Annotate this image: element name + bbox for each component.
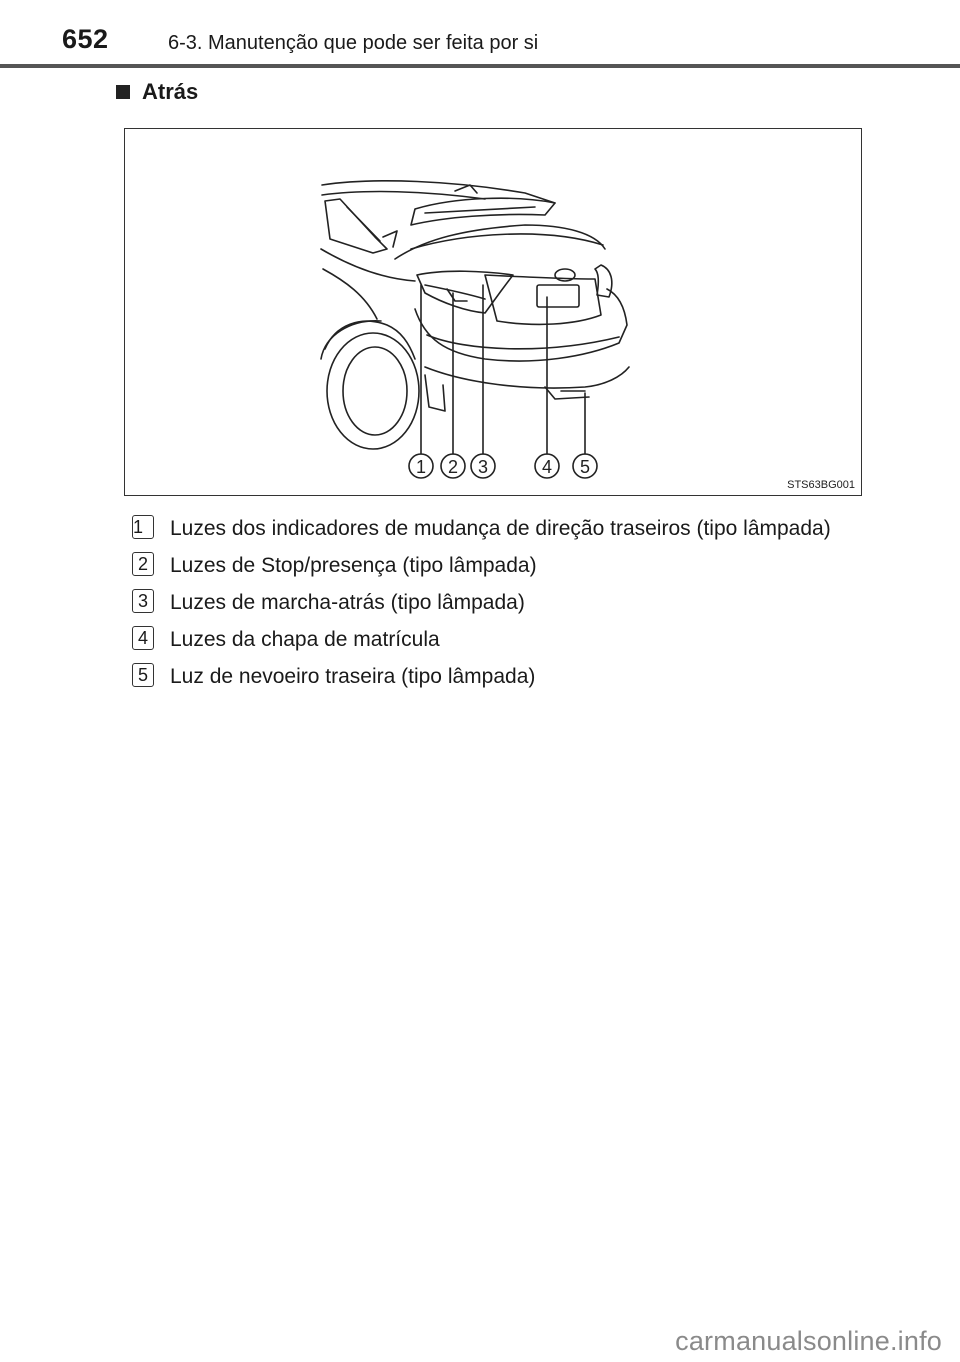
watermark: carmanualsonline.info (675, 1326, 942, 1356)
callout-2: 2 (447, 457, 459, 477)
header-rule (0, 64, 960, 68)
legend-item (132, 623, 852, 657)
car-rear-illustration (125, 129, 860, 494)
number-badge: 2 (132, 552, 154, 576)
legend-item (132, 586, 852, 620)
number-badge: 1 (132, 515, 154, 539)
legend-text: Luzes dos indicadores de mudança de direção traseiros (tipo lâmpada) (170, 517, 831, 540)
legend-item (132, 660, 852, 694)
car-rear-figure (124, 128, 862, 496)
square-bullet-icon (116, 85, 130, 99)
legend-text: Luzes da chapa de matrícula (170, 628, 440, 651)
section-heading-text: Atrás (142, 79, 199, 104)
figure-code: STS63BG001 (787, 479, 855, 491)
legend-text: Luzes de marcha-atrás (tipo lâmpada) (170, 591, 525, 614)
legend-text: Luzes de Stop/presença (tipo lâmpada) (170, 554, 537, 577)
callout-1: 1 (415, 457, 427, 477)
number-badge: 3 (132, 589, 154, 613)
page-number: 652 (62, 24, 109, 54)
number-badge: 4 (132, 626, 154, 650)
callout-3: 3 (477, 457, 489, 477)
legend-text: Luz de nevoeiro traseira (tipo lâmpada) (170, 665, 536, 688)
running-header: 6-3. Manutenção que pode ser feita por si (168, 32, 539, 54)
callout-4: 4 (541, 457, 553, 477)
section-heading (116, 79, 198, 105)
callout-5: 5 (579, 457, 591, 477)
legend-item (132, 549, 852, 583)
legend-list (132, 512, 852, 697)
legend-item (132, 512, 852, 546)
number-badge: 5 (132, 663, 154, 687)
